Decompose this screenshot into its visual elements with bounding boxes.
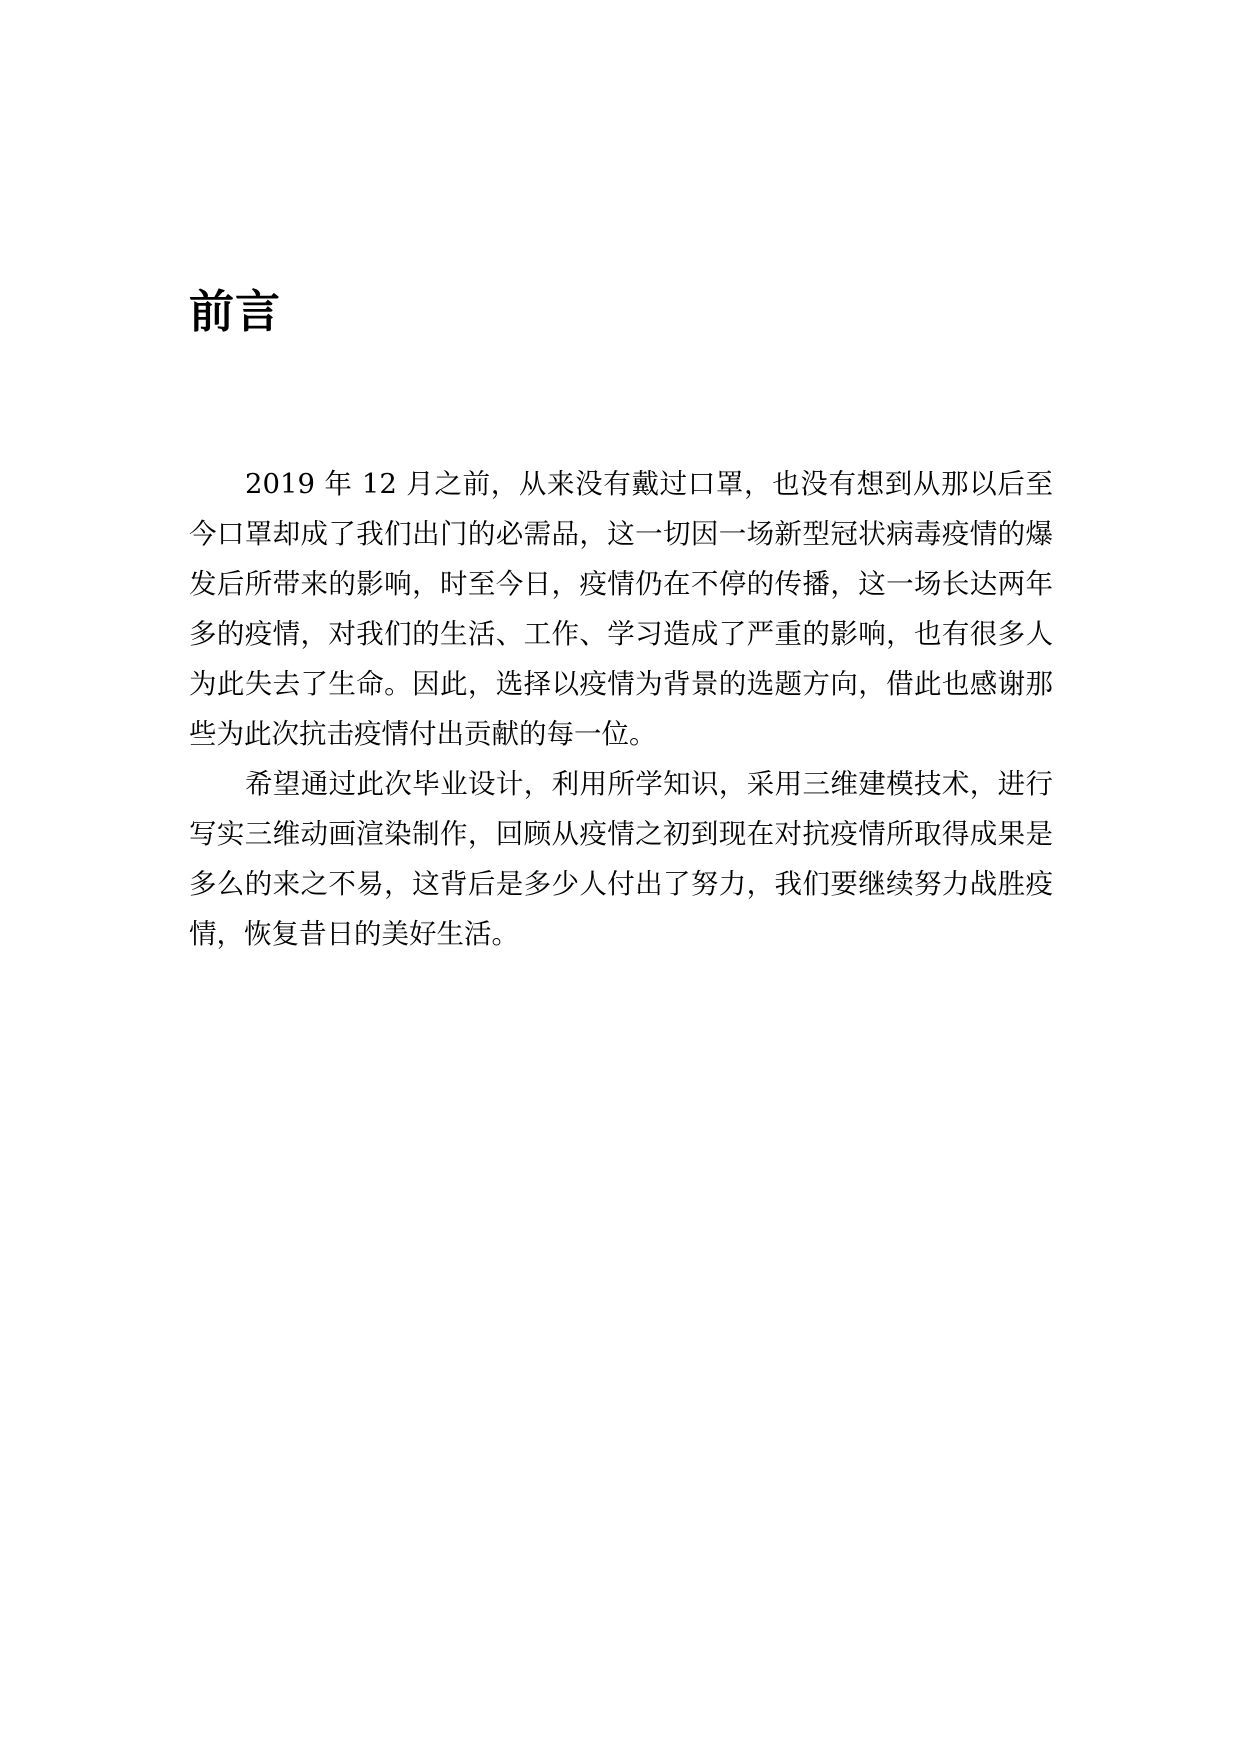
preface-body — [189, 459, 1053, 959]
preface-paragraph-2: 希望通过此次毕业设计，利用所学知识，采用三维建模技术，进行写实三维动画渲染制作，回顾从疫情之初到现在对抗疫情所取得成果是多么的来之不易，这背后是多少人付出了努力，我们要继续努力战胜疫情，恢复昔日的美好生活。 — [189, 768, 1053, 950]
preface-paragraph-1: 2019 年 12 月之前，从来没有戴过口罩，也没有想到从那以后至今口罩却成了我们出门的必需品，这一切因一场新型冠状病毒疫情的爆发后所带来的影响，时至今日，疫情仍在不停的传播，这一场长达两年多的疫情，对我们的生活、工作、学习造成了严重的影响，也有很多人为此失去了生命。因此，选择以疫情为背景的选题方向，借此也感谢那些为此次抗击疫情付出贡献的每一位。 — [189, 468, 1053, 750]
page-title: 前言 — [189, 285, 282, 338]
